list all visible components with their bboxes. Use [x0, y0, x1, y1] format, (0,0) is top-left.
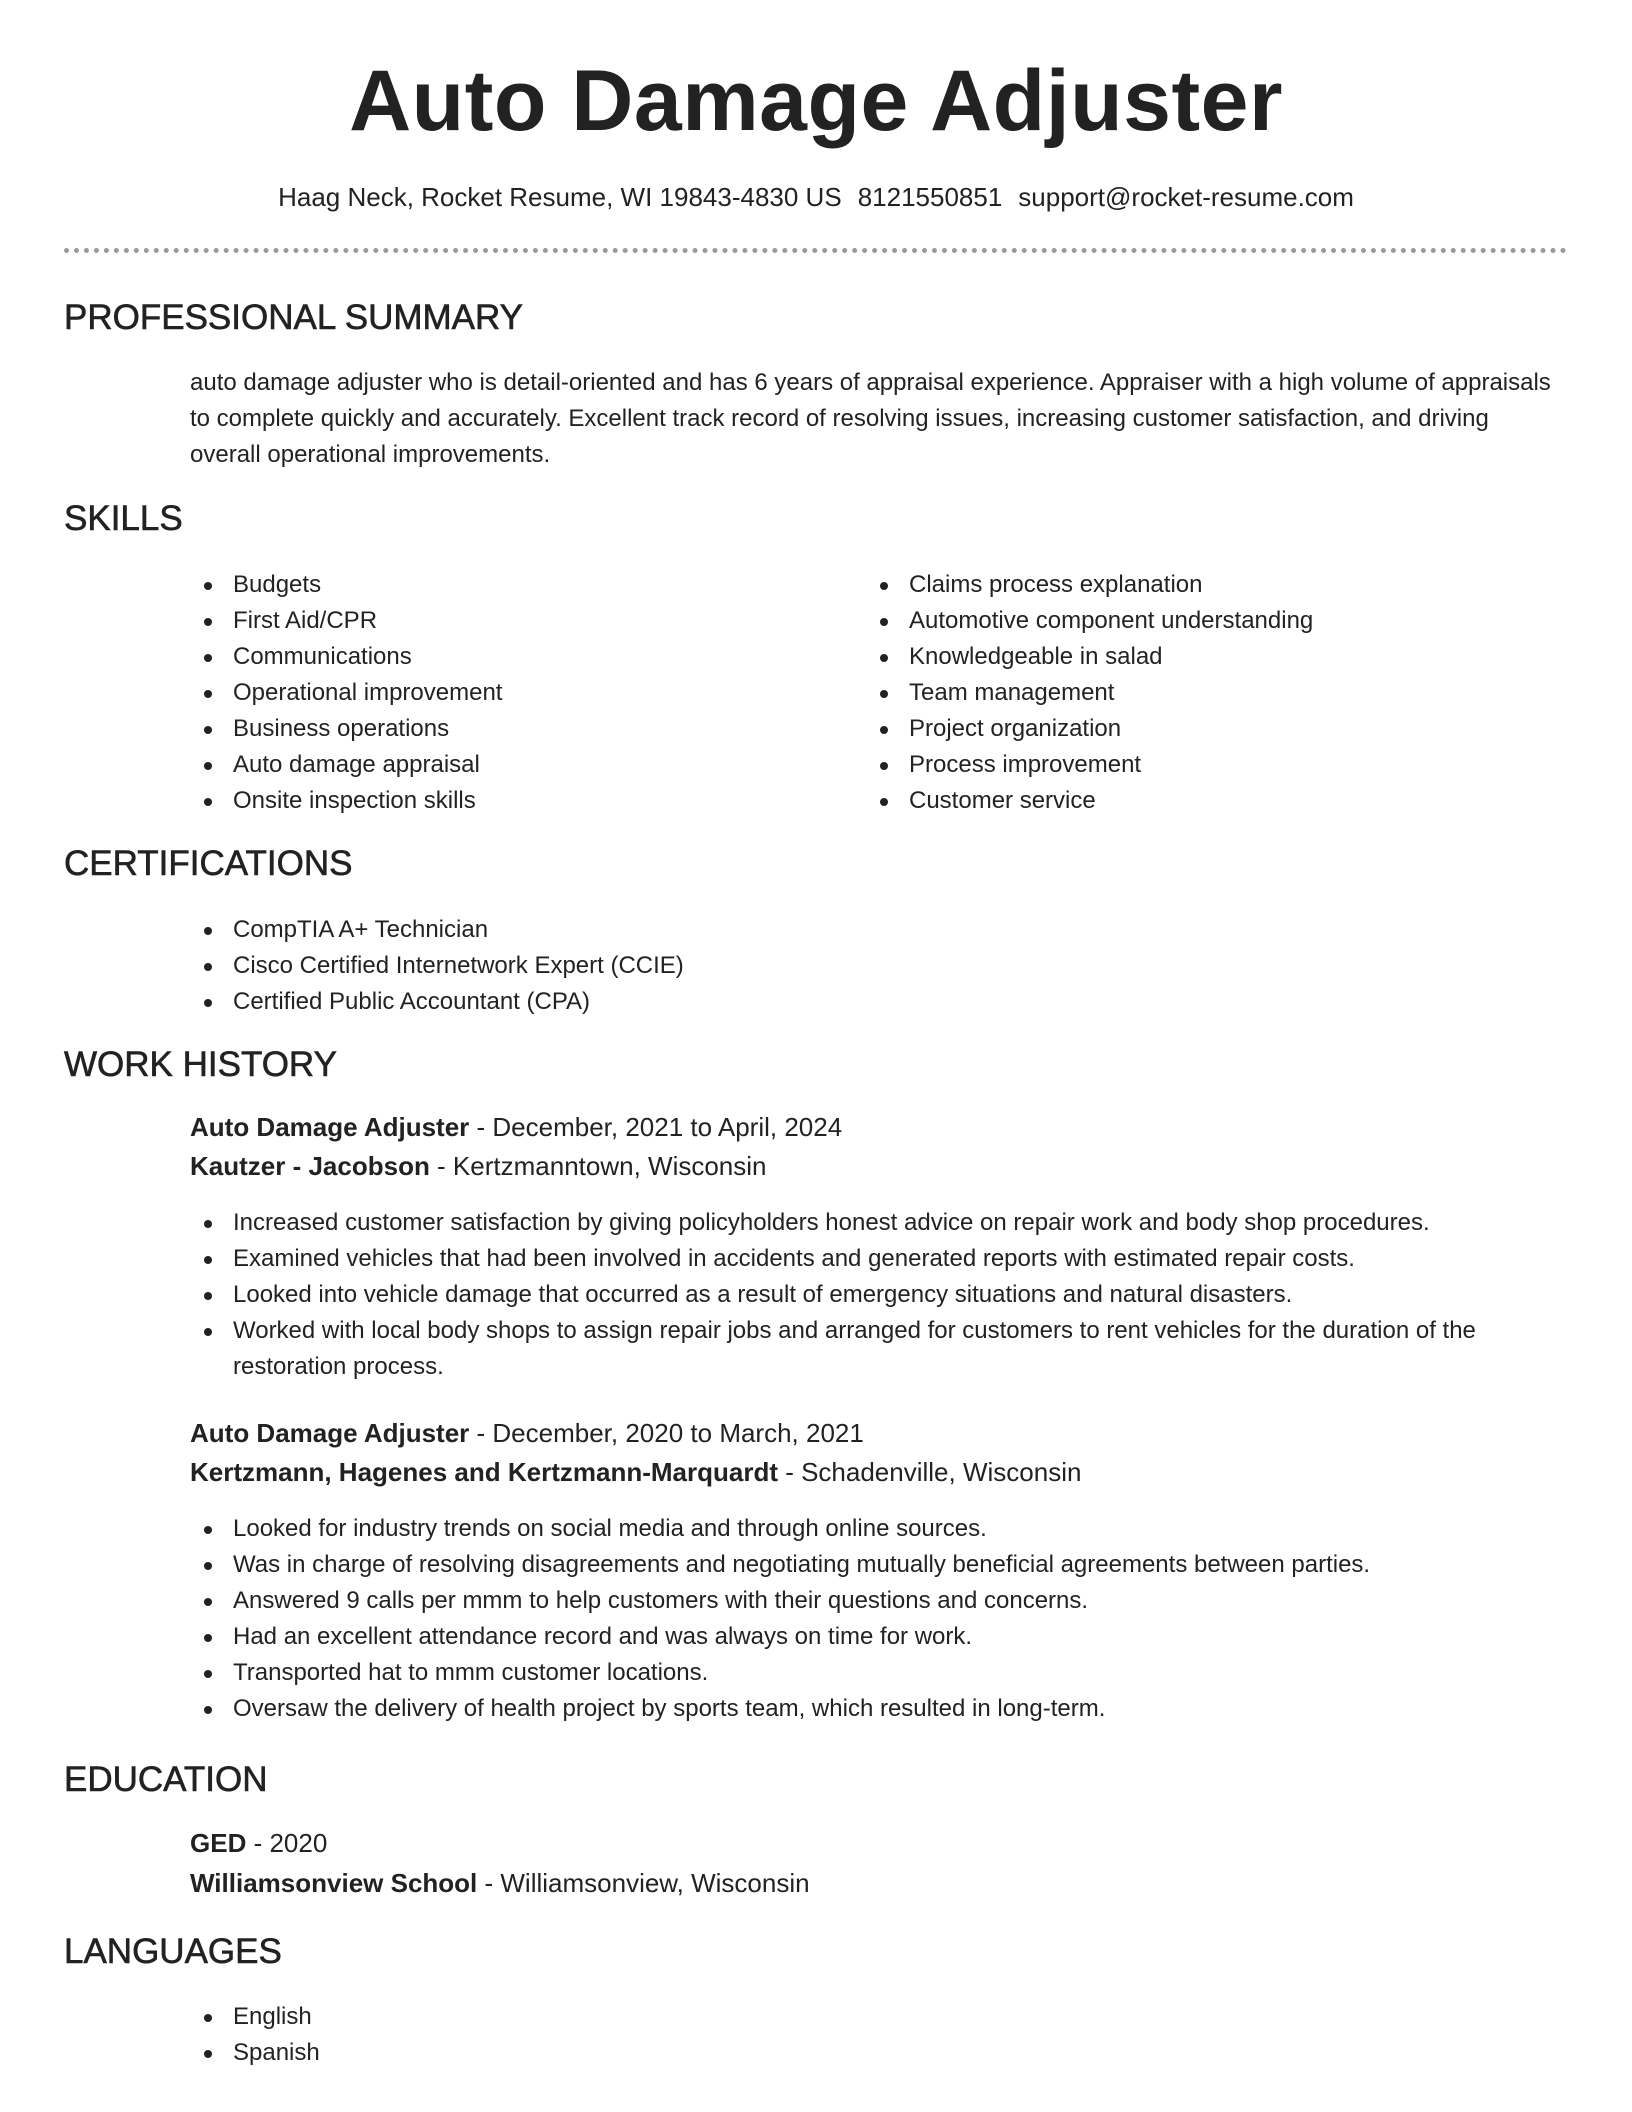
job-company: Kautzer - Jacobson	[190, 1151, 430, 1181]
summary-text: auto damage adjuster who is detail-oriented and has 6 years of appraisal experience. Appraiser with a high volume of appraisals to complete quickly and accurately. Excellent track record of resolving issues, increasing customer satisfaction, and driving overall operational improvements.	[190, 369, 1551, 468]
languages-list	[190, 1999, 790, 2071]
job-bullet: Answered 9 calls per mmm to help customers with their questions and concerns.	[190, 1583, 1560, 1619]
education-location: - Williamsonview, Wisconsin	[477, 1868, 810, 1898]
certification-item: CompTIA A+ Technician	[190, 912, 1190, 948]
job-role: Auto Damage Adjuster	[190, 1418, 470, 1448]
section-title-certifications: CERTIFICATIONS	[64, 844, 353, 883]
header-divider	[64, 248, 1567, 253]
skill-item: Operational improvement	[190, 675, 790, 711]
skill-item: Project organization	[866, 711, 1516, 747]
certifications-list	[190, 912, 1190, 1020]
job-company-line	[190, 1457, 1081, 1488]
job-title-line	[190, 1112, 842, 1143]
job-dates: - December, 2021 to April, 2024	[469, 1112, 843, 1142]
contact-line	[0, 182, 1632, 213]
skill-item: Auto damage appraisal	[190, 747, 790, 783]
section-title-summary: PROFESSIONAL SUMMARY	[64, 298, 523, 337]
job-title-line	[190, 1418, 864, 1449]
job-bullet: Looked into vehicle damage that occurred as a result of emergency situations and natural disasters.	[190, 1277, 1560, 1313]
job-bullets	[190, 1205, 1560, 1385]
education-school: Williamsonview School	[190, 1868, 478, 1898]
skill-item: Process improvement	[866, 747, 1516, 783]
skill-item: First Aid/CPR	[190, 603, 790, 639]
job-bullet: Transported hat to mmm customer locations.	[190, 1655, 1560, 1691]
job-bullet: Worked with local body shops to assign repair jobs and arranged for customers to rent vehicles for the duration of the restoration process.	[190, 1313, 1560, 1385]
job-bullet: Looked for industry trends on social media and through online sources.	[190, 1511, 1560, 1547]
section-title-skills: SKILLS	[64, 499, 183, 538]
skill-item: Customer service	[866, 783, 1516, 819]
job-bullet: Oversaw the delivery of health project by sports team, which resulted in long-term.	[190, 1691, 1560, 1727]
education-degree-line	[190, 1828, 327, 1859]
skill-item: Communications	[190, 639, 790, 675]
education-degree: GED	[190, 1828, 247, 1858]
job-role: Auto Damage Adjuster	[190, 1112, 470, 1142]
job-bullet: Examined vehicles that had been involved in accidents and generated reports with estimated repair costs.	[190, 1241, 1560, 1277]
skill-item: Knowledgeable in salad	[866, 639, 1516, 675]
certification-item: Cisco Certified Internetwork Expert (CCIE)	[190, 948, 1190, 984]
skill-item: Business operations	[190, 711, 790, 747]
certification-item: Certified Public Accountant (CPA)	[190, 984, 1190, 1020]
job-bullet: Increased customer satisfaction by giving policyholders honest advice on repair work and body shop procedures.	[190, 1205, 1560, 1241]
job-bullet: Had an excellent attendance record and was always on time for work.	[190, 1619, 1560, 1655]
education-school-line	[190, 1868, 810, 1899]
skill-item: Budgets	[190, 567, 790, 603]
job-location: - Schadenville, Wisconsin	[777, 1457, 1082, 1487]
section-title-work-history: WORK HISTORY	[64, 1045, 337, 1084]
job-bullets	[190, 1511, 1560, 1727]
skill-item: Onsite inspection skills	[190, 783, 790, 819]
skill-item: Automotive component understanding	[866, 603, 1516, 639]
language-item: English	[190, 1999, 790, 2035]
job-location: - Kertzmanntown, Wisconsin	[429, 1151, 767, 1181]
contact-email: support@rocket-resume.com	[1018, 182, 1354, 212]
job-bullet: Was in charge of resolving disagreements and negotiating mutually beneficial agreements between parties.	[190, 1547, 1560, 1583]
contact-phone: 8121550851	[857, 182, 1003, 212]
section-title-education: EDUCATION	[64, 1760, 268, 1799]
job-dates: - December, 2020 to March, 2021	[469, 1418, 864, 1448]
education-year: - 2020	[246, 1828, 328, 1858]
job-company-line	[190, 1151, 767, 1182]
language-item: Spanish	[190, 2035, 790, 2071]
job-company: Kertzmann, Hagenes and Kertzmann-Marquardt	[190, 1457, 778, 1487]
skill-item: Team management	[866, 675, 1516, 711]
contact-address: Haag Neck, Rocket Resume, WI 19843-4830 US	[278, 182, 842, 212]
skill-item: Claims process explanation	[866, 567, 1516, 603]
section-title-languages: LANGUAGES	[64, 1932, 282, 1971]
skills-list-right	[866, 567, 1516, 819]
skills-list-left	[190, 567, 790, 819]
resume-name: Auto Damage Adjuster	[349, 53, 1283, 149]
